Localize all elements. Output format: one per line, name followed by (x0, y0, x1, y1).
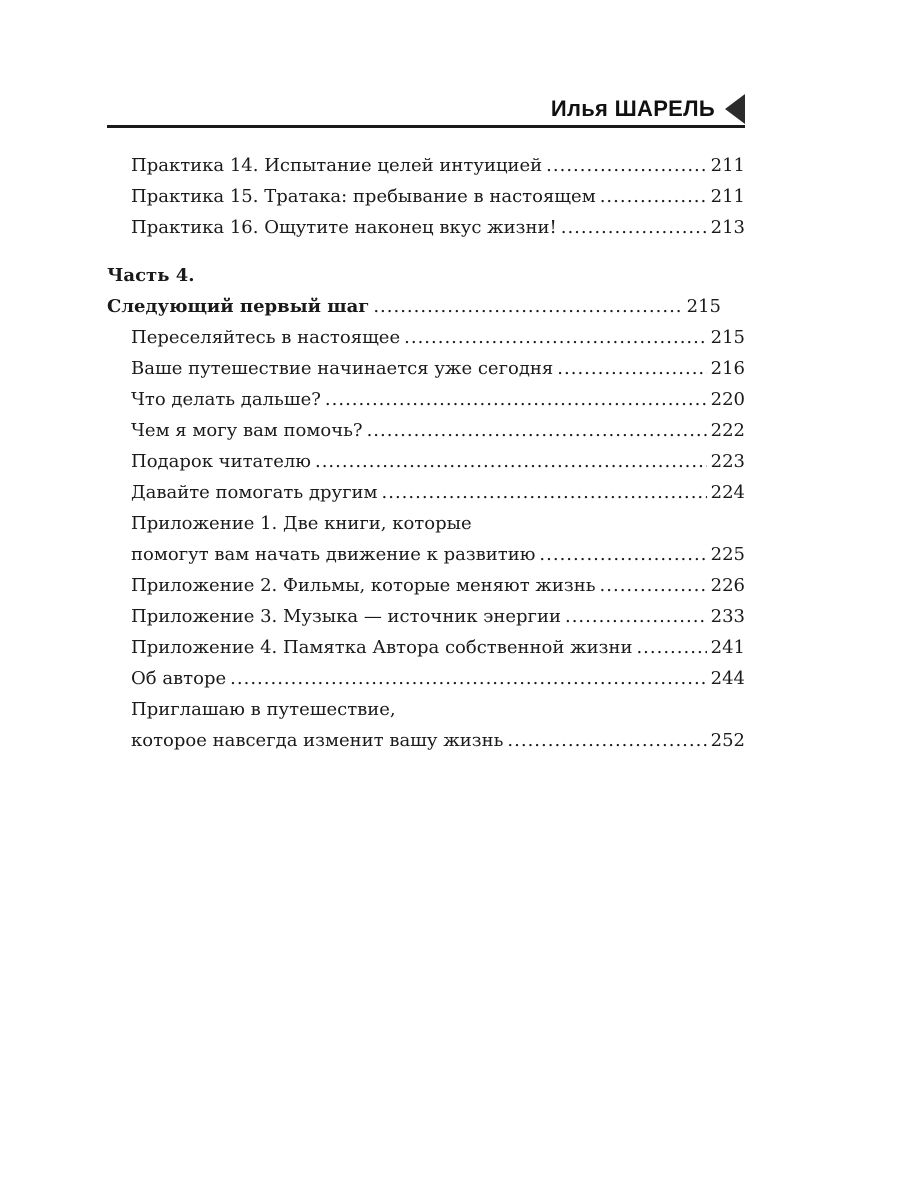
dot-leader (404, 322, 707, 353)
table-of-contents (107, 150, 745, 756)
toc-entry-page: 211 (710, 155, 745, 176)
toc-entry (107, 384, 745, 415)
running-head-author: Илья ШАРЕЛЬ (550, 96, 715, 121)
dot-leader (600, 570, 707, 601)
toc-entry-title: Чем я могу вам помочь? (131, 420, 363, 441)
toc-entry-page: 226 (710, 575, 745, 596)
toc-entry (107, 508, 745, 570)
toc-entry-page: 215 (710, 327, 745, 348)
toc-entry (107, 601, 745, 632)
dot-leader (507, 725, 706, 756)
toc-entry-title: Приложение 2. Фильмы, которые меняют жизнь (131, 575, 596, 596)
toc-entry (107, 477, 745, 508)
toc-entry-page: 216 (710, 358, 745, 379)
dot-leader (315, 446, 707, 477)
toc-entry (107, 570, 745, 601)
dot-leader (546, 150, 706, 181)
toc-entry-page: 241 (710, 637, 745, 658)
dot-leader (565, 601, 707, 632)
toc-entry-title: Подарок читателю (131, 451, 311, 472)
toc-entry-page: 220 (710, 389, 745, 410)
toc-entry-page: 252 (710, 730, 745, 751)
toc-entry-page: 211 (710, 186, 745, 207)
header-rule (107, 125, 745, 128)
toc-entry-page: 244 (710, 668, 745, 689)
toc-entry-page: 223 (710, 451, 745, 472)
toc-entry-first-line: Приглашаю в путешествие, (131, 699, 396, 720)
toc-entry-page: 233 (710, 606, 745, 627)
dot-leader (600, 181, 707, 212)
toc-entry (107, 663, 745, 694)
dot-leader (382, 477, 707, 508)
toc-entry-title: Приложение 3. Музыка — источник энергии (131, 606, 561, 627)
toc-entry-page: 224 (710, 482, 745, 503)
toc-entry (107, 446, 745, 477)
dot-leader (557, 353, 706, 384)
toc-entry-title: которое навсегда изменит вашу жизнь (131, 730, 504, 751)
dot-leader (539, 539, 706, 570)
toc-entry-first-line: Приложение 1. Две книги, которые (131, 513, 472, 534)
toc-entry-title: Что делать дальше? (131, 389, 321, 410)
part-title: Следующий первый шаг (107, 296, 370, 317)
running-head (107, 90, 745, 130)
dot-leader (230, 663, 706, 694)
toc-entry (107, 322, 745, 353)
part-title-entry (107, 291, 745, 322)
toc-entry-title: Переселяйтесь в настоящее (131, 327, 401, 348)
toc-entry (107, 694, 745, 756)
toc-entry-title: Об авторе (131, 668, 227, 689)
toc-entry-title: Давайте помогать другим (131, 482, 378, 503)
dot-leader (636, 632, 706, 663)
dot-leader (325, 384, 707, 415)
toc-entry (107, 415, 745, 446)
dot-leader (561, 212, 707, 243)
triangle-marker-icon (725, 94, 745, 124)
part-page: 215 (686, 296, 721, 317)
toc-entry (107, 150, 745, 181)
toc-entry-title: Ваше путешествие начинается уже сегодня (131, 358, 554, 379)
toc-entry-title: Практика 16. Ощутите наконец вкус жизни! (131, 217, 557, 238)
toc-entry-page: 225 (710, 544, 745, 565)
dot-leader (367, 415, 707, 446)
toc-entry-title: помогут вам начать движение к развитию (131, 544, 536, 565)
toc-entry-title: Приложение 4. Памятка Автора собственной жизни (131, 637, 633, 658)
toc-entry (107, 212, 745, 243)
toc-entry-page: 213 (710, 217, 745, 238)
part-label: Часть 4. (107, 265, 195, 286)
toc-entry (107, 353, 745, 384)
toc-entry-title: Практика 14. Испытание целей интуицией (131, 155, 543, 176)
toc-entry-title: Практика 15. Тратака: пребывание в настоящем (131, 186, 596, 207)
toc-entry-page: 222 (710, 420, 745, 441)
toc-entry (107, 632, 745, 663)
toc-entry (107, 181, 745, 212)
dot-leader (373, 291, 682, 322)
